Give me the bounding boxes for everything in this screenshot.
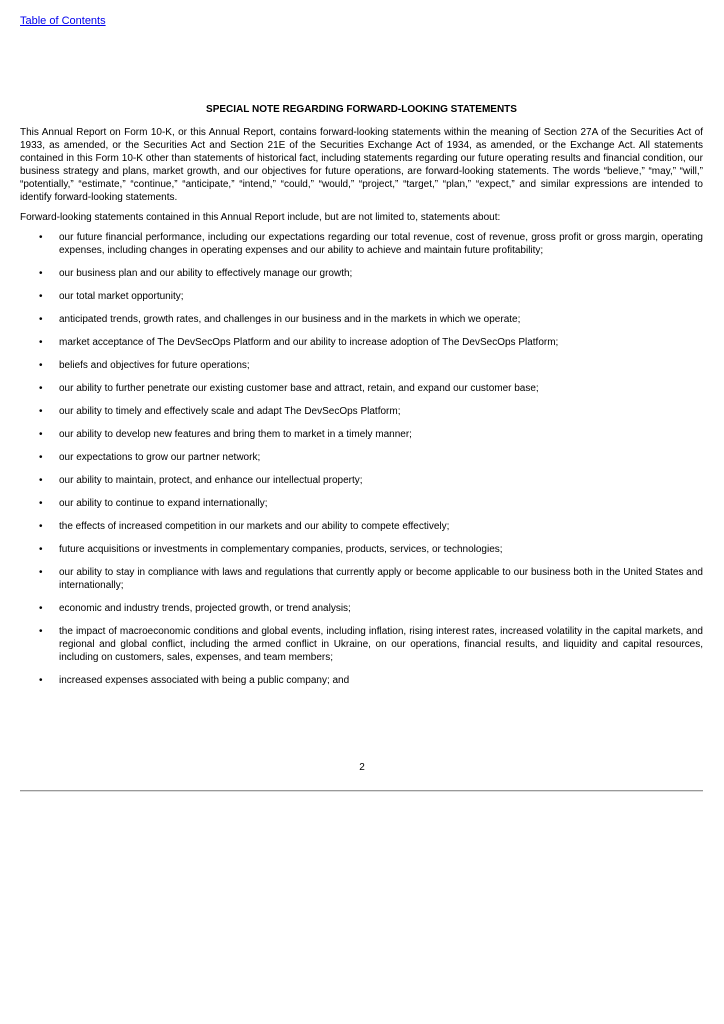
bullet-icon: • bbox=[39, 626, 43, 637]
list-item bbox=[20, 405, 703, 418]
bullet-icon: • bbox=[39, 314, 43, 325]
list-item bbox=[20, 625, 703, 664]
bullet-icon: • bbox=[39, 521, 43, 532]
forward-looking-statements-list bbox=[20, 231, 703, 687]
list-item bbox=[20, 336, 703, 349]
bullet-icon: • bbox=[39, 291, 43, 302]
list-item bbox=[20, 290, 703, 303]
bullet-icon: • bbox=[39, 383, 43, 394]
document-body bbox=[20, 103, 703, 697]
list-item bbox=[20, 231, 703, 257]
bullet-icon: • bbox=[39, 429, 43, 440]
list-item-text: economic and industry trends, projected growth, or trend analysis; bbox=[59, 603, 351, 614]
list-item bbox=[20, 382, 703, 395]
list-item-text: our ability to stay in compliance with laws and regulations that currently apply or become applicable to our business both in the United States and internationally; bbox=[59, 567, 703, 591]
list-item-text: the impact of macroeconomic conditions and global events, including inflation, rising interest rates, increased volatility in the capital markets, and regional and global conflict, including the armed conflict in Ukraine, on our operations, financial results, and liquidity and capital resources, including on customers, sales, expenses, and team members; bbox=[59, 626, 703, 663]
intro-paragraph: This Annual Report on Form 10-K, or this Annual Report, contains forward-looking statements within the meaning of Section 27A of the Securities Act of 1933, as amended, or the Securities Act and Section 21E of the Securities Exchange Act of 1934, as amended, or the Exchange Act. All statements contained in this Form 10-K other than statements of historical fact, including statements regarding our future operating results and financial condition, our business strategy and plans, market growth, and our objectives for future operations, are forward-looking statements. The words “believe,” “may,” “will,” “potentially,” “estimate,” “continue,” “anticipate,” “intend,” “could,” “would,” “project,” “target,” “plan,” “expect,” and similar expressions are intended to identify forward-looking statements. bbox=[20, 127, 703, 203]
bullet-icon: • bbox=[39, 360, 43, 371]
list-item bbox=[20, 520, 703, 533]
bullet-icon: • bbox=[39, 603, 43, 614]
lead-in-paragraph: Forward-looking statements contained in this Annual Report include, but are not limited to, statements about: bbox=[20, 212, 501, 223]
bullet-icon: • bbox=[39, 567, 43, 578]
list-item-text: beliefs and objectives for future operations; bbox=[59, 360, 250, 371]
list-item bbox=[20, 497, 703, 510]
bullet-icon: • bbox=[39, 268, 43, 279]
bullet-icon: • bbox=[39, 337, 43, 348]
list-item-text: our ability to further penetrate our existing customer base and attract, retain, and expand our customer base; bbox=[59, 383, 539, 394]
list-item bbox=[20, 451, 703, 464]
list-item-text: our ability to develop new features and bring them to market in a timely manner; bbox=[59, 429, 412, 440]
list-item bbox=[20, 602, 703, 615]
list-item bbox=[20, 267, 703, 280]
bullet-icon: • bbox=[39, 406, 43, 417]
list-item bbox=[20, 474, 703, 487]
list-item-text: our ability to continue to expand internationally; bbox=[59, 498, 268, 509]
list-item bbox=[20, 359, 703, 372]
bullet-icon: • bbox=[39, 544, 43, 555]
list-item-text: anticipated trends, growth rates, and challenges in our business and in the markets in which we operate; bbox=[59, 314, 521, 325]
list-item-text: the effects of increased competition in our markets and our ability to compete effectively; bbox=[59, 521, 450, 532]
table-of-contents-link[interactable]: Table of Contents bbox=[20, 15, 106, 27]
bullet-icon: • bbox=[39, 232, 43, 243]
page-number: 2 bbox=[359, 762, 365, 773]
list-item-text: our ability to timely and effectively scale and adapt The DevSecOps Platform; bbox=[59, 406, 401, 417]
list-item bbox=[20, 428, 703, 441]
bullet-icon: • bbox=[39, 452, 43, 463]
bullet-icon: • bbox=[39, 498, 43, 509]
list-item bbox=[20, 313, 703, 326]
list-item-text: our future financial performance, including our expectations regarding our total revenue, cost of revenue, gross profit or gross margin, operating expenses, including changes in operating expenses and our ability to achieve and maintain future profitability; bbox=[59, 232, 703, 256]
list-item-text: our business plan and our ability to effectively manage our growth; bbox=[59, 268, 353, 279]
bullet-icon: • bbox=[39, 475, 43, 486]
list-item-text: increased expenses associated with being a public company; and bbox=[59, 675, 350, 686]
list-item-text: market acceptance of The DevSecOps Platform and our ability to increase adoption of The DevSecOps Platform; bbox=[59, 337, 559, 348]
list-item bbox=[20, 674, 703, 687]
list-item-text: our expectations to grow our partner network; bbox=[59, 452, 261, 463]
section-title: SPECIAL NOTE REGARDING FORWARD-LOOKING STATEMENTS bbox=[206, 104, 517, 115]
list-item-text: our total market opportunity; bbox=[59, 291, 184, 302]
list-item-text: future acquisitions or investments in complementary companies, products, services, or technologies; bbox=[59, 544, 503, 555]
page-divider bbox=[20, 790, 703, 791]
list-item bbox=[20, 566, 703, 592]
bullet-icon: • bbox=[39, 675, 43, 686]
list-item bbox=[20, 543, 703, 556]
list-item-text: our ability to maintain, protect, and enhance our intellectual property; bbox=[59, 475, 363, 486]
